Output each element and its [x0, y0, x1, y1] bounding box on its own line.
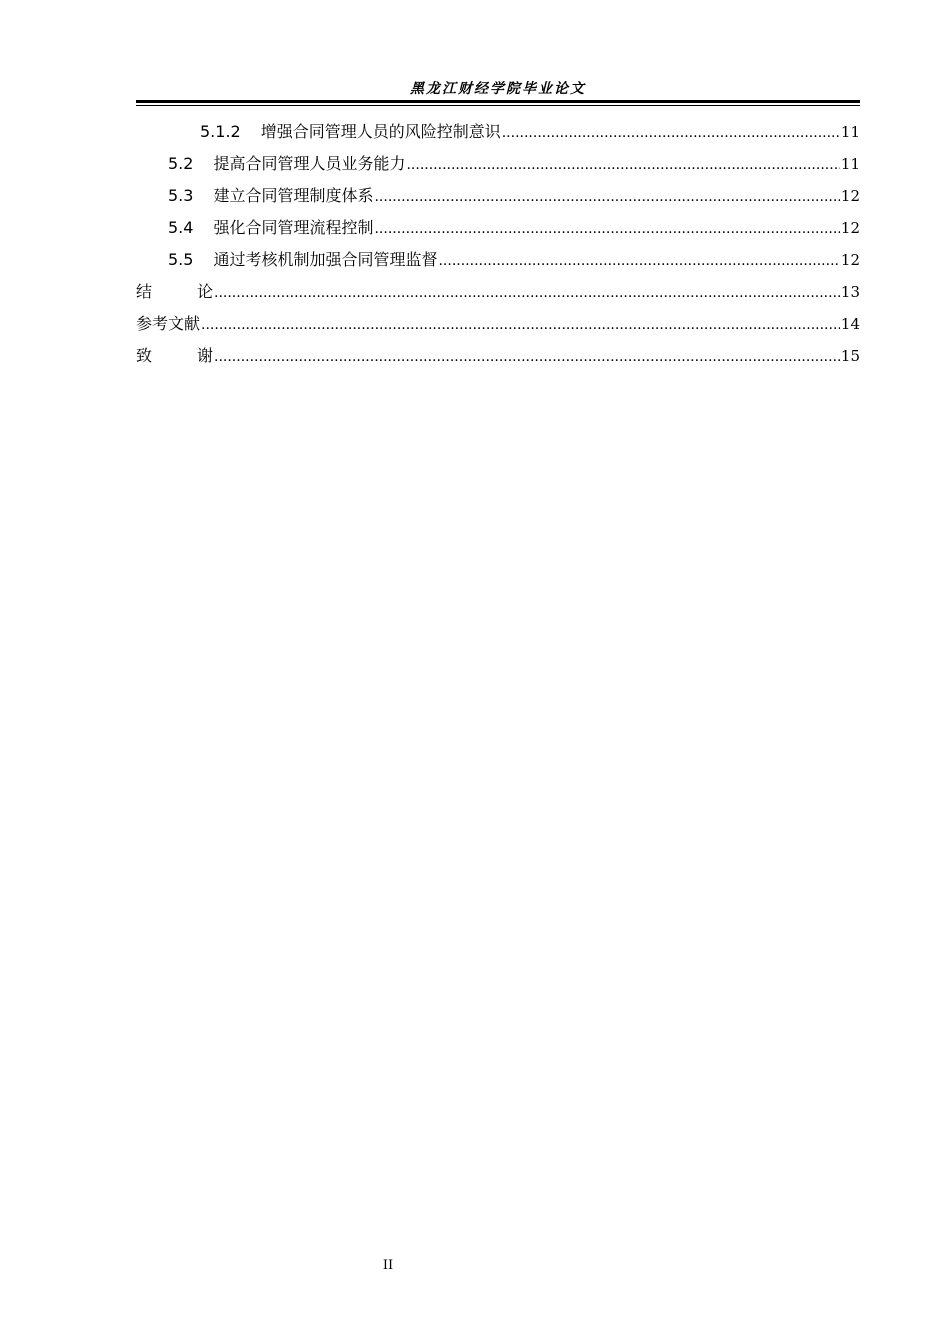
toc-entry-number: 5.1.2	[200, 122, 241, 141]
page-number: II	[382, 1258, 394, 1273]
toc-entry-acknowledgements[interactable]	[136, 340, 860, 372]
toc-entry-page: 11	[840, 155, 860, 173]
toc-entry-page: 11	[840, 123, 860, 141]
toc-entry-5-3[interactable]	[168, 180, 860, 212]
toc-dot-leader	[406, 149, 839, 181]
page-header-title: 黑龙江财经学院毕业论文	[410, 81, 586, 97]
header-rule-thick	[136, 100, 860, 103]
toc-entry-conclusion[interactable]	[136, 276, 860, 308]
toc-entry-page: 12	[840, 251, 860, 269]
header-rule-thin	[136, 105, 860, 106]
toc-entry-title: 增强合同管理人员的风险控制意识	[260, 122, 501, 141]
toc-entry-title: 建立合同管理制度体系	[213, 186, 374, 205]
toc-entry-number: 5.5	[168, 250, 194, 269]
toc-entry-5-5[interactable]	[168, 244, 860, 276]
toc-entry-references[interactable]	[136, 308, 860, 340]
toc-entry-page: 13	[840, 283, 860, 301]
toc-entry-title: 参考文献	[136, 314, 201, 333]
toc-entry-page: 12	[840, 219, 860, 237]
toc-dot-leader	[374, 181, 839, 213]
toc-entry-page: 15	[840, 347, 860, 365]
toc-entry-title: 强化合同管理流程控制	[213, 218, 374, 237]
toc-dot-leader	[201, 309, 840, 341]
toc-dot-leader	[374, 213, 839, 245]
toc-dot-leader	[502, 117, 840, 149]
toc-entry-title: 结论	[136, 282, 213, 301]
toc-entry-number: 5.2	[168, 154, 194, 173]
toc-entry-number: 5.4	[168, 218, 194, 237]
toc-dot-leader	[438, 245, 839, 277]
toc-entry-title: 致谢	[136, 346, 213, 365]
toc-entry-title: 通过考核机制加强合同管理监督	[213, 250, 438, 269]
toc-entry-page: 12	[840, 187, 860, 205]
toc-entry-5-1-2[interactable]	[200, 116, 860, 148]
toc-entry-5-4[interactable]	[168, 212, 860, 244]
toc-entry-number: 5.3	[168, 186, 194, 205]
toc-entry-page: 14	[840, 315, 860, 333]
toc-entry-5-2[interactable]	[168, 148, 860, 180]
toc-dot-leader	[214, 341, 840, 373]
toc-dot-leader	[214, 277, 840, 309]
toc-entry-title: 提高合同管理人员业务能力	[213, 154, 406, 173]
